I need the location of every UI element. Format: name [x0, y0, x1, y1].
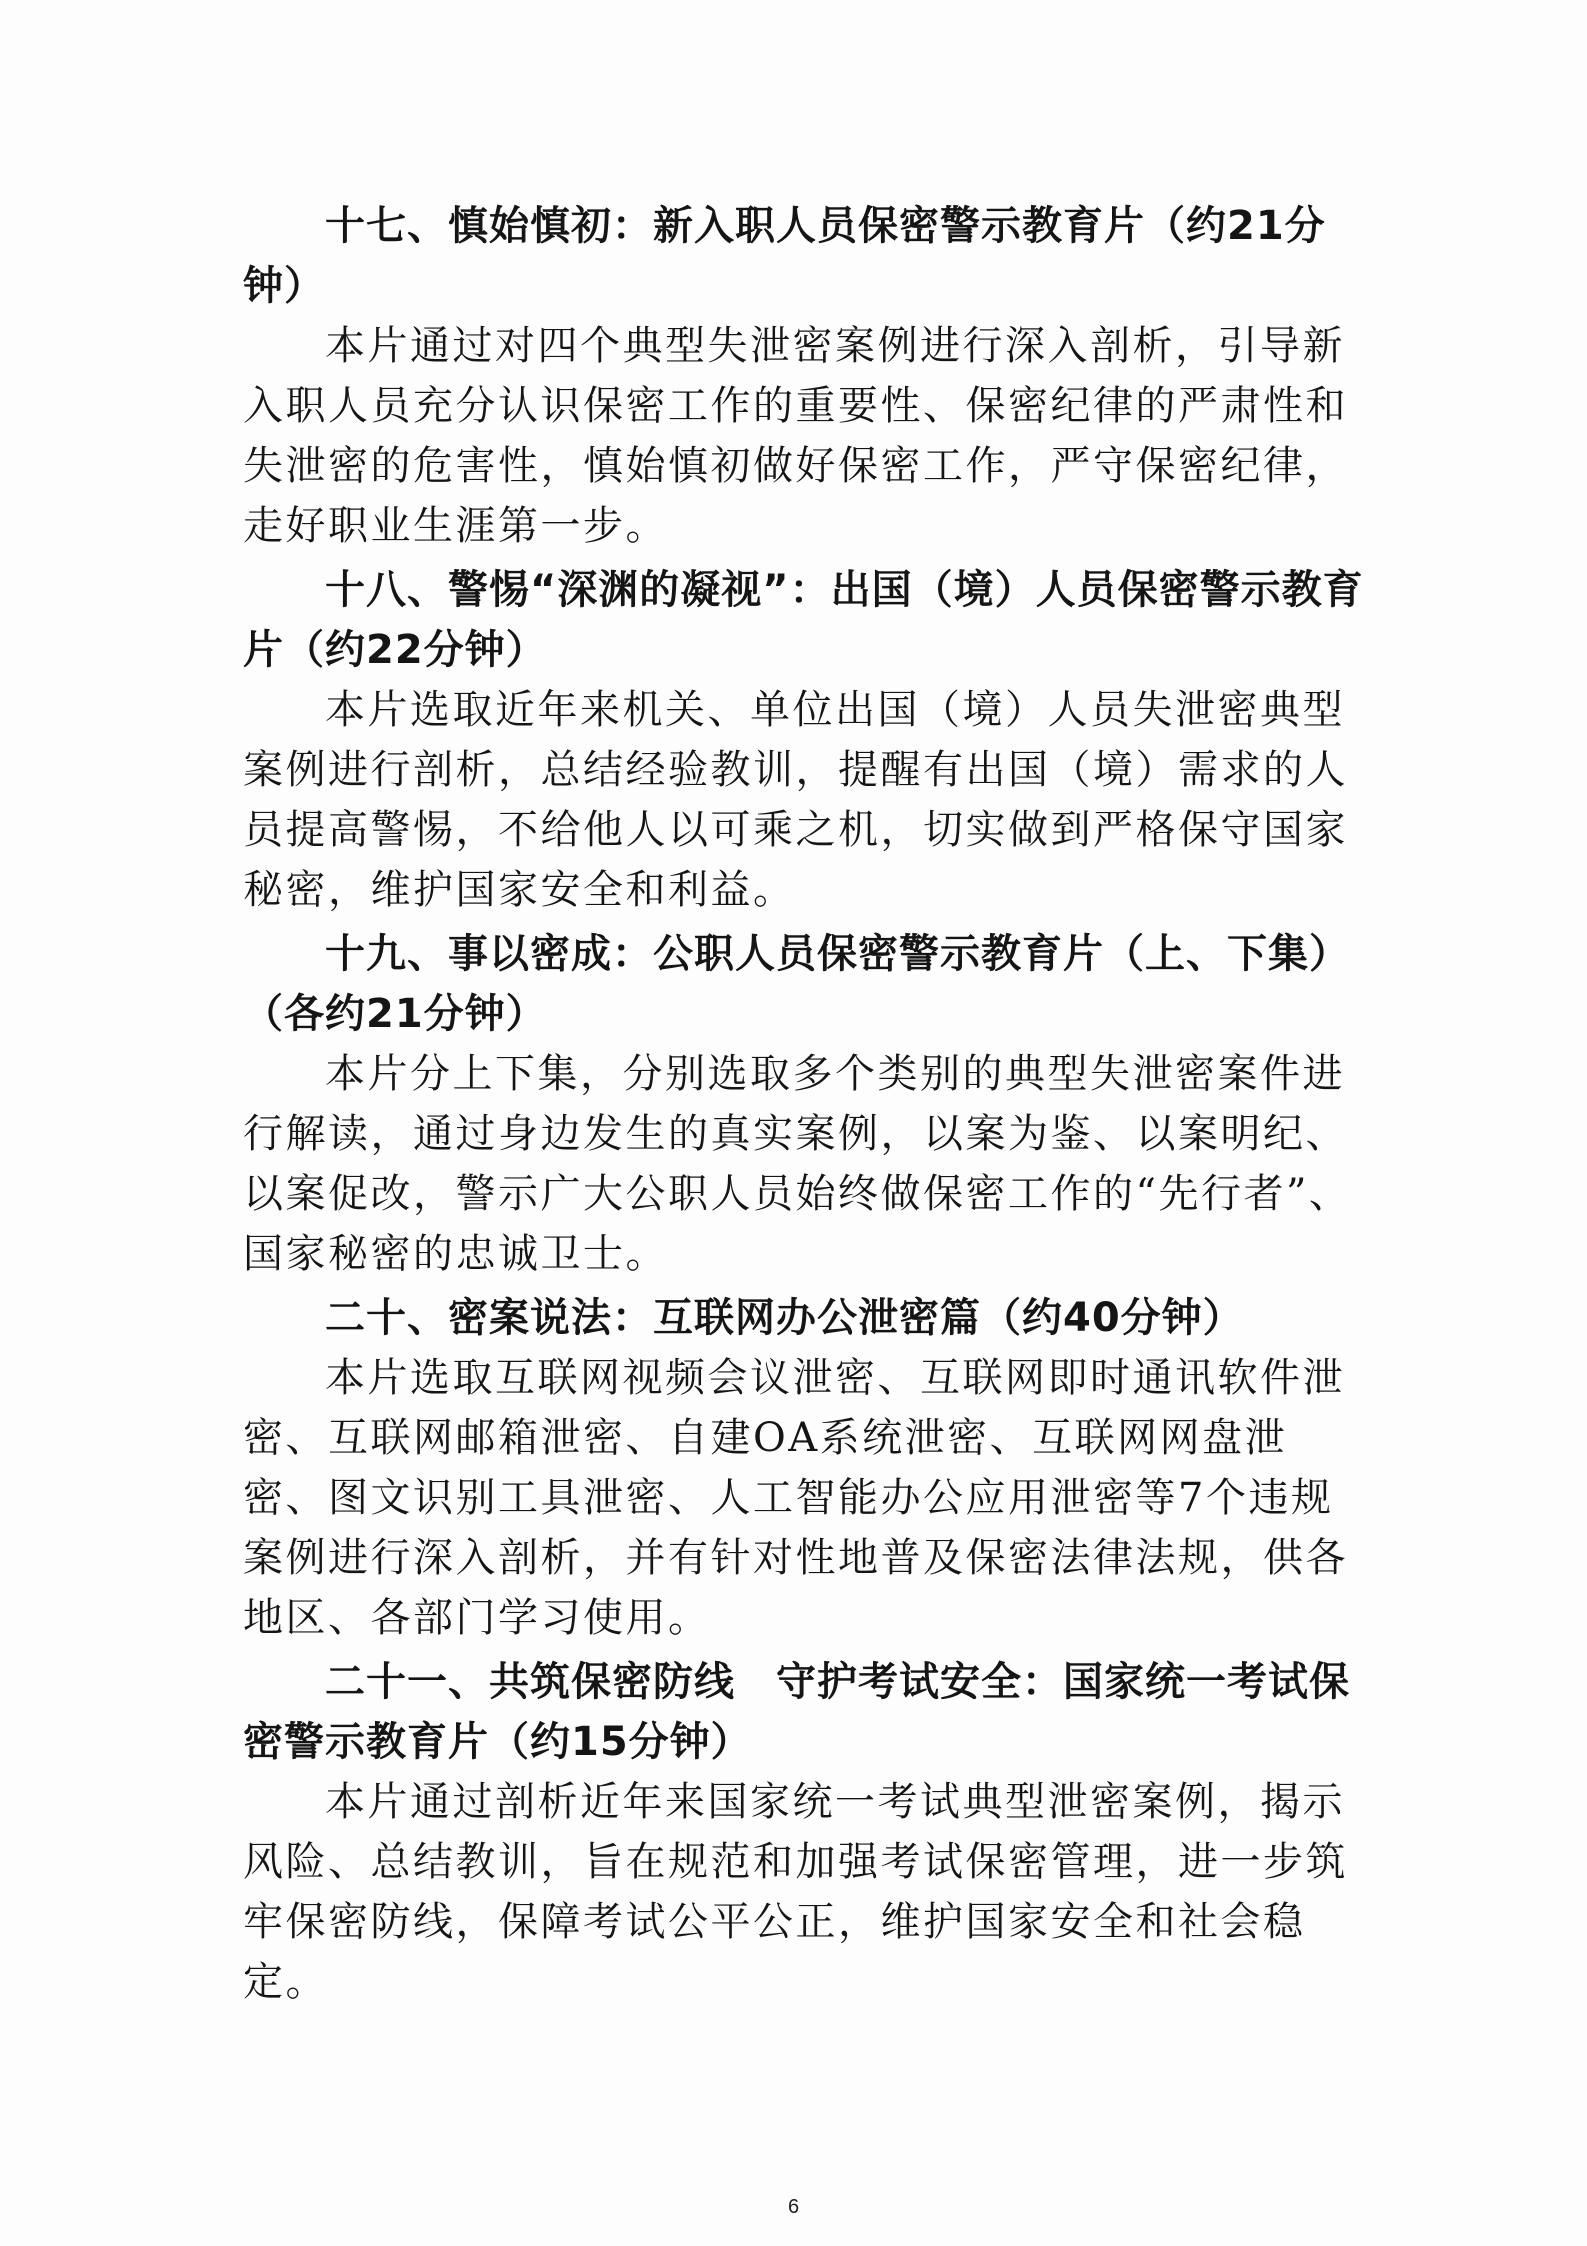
section-19 — [243, 924, 1368, 1284]
page-number: 6 — [787, 2196, 800, 2218]
document-body — [243, 196, 1368, 2016]
section-17 — [243, 196, 1368, 556]
section-20 — [243, 1288, 1368, 1648]
section-paragraph: 本片通过对四个典型失泄密案例进行深入剖析，引导新入职人员充分认识保密工作的重要性、保密纪律的严肃性和失泄密的危害性，慎始慎初做好保密工作，严守保密纪律，走好职业生涯第一步。 — [243, 323, 1348, 549]
section-heading: 十九、事以密成：公职人员保密警示教育片（上、下集）（各约21分钟） — [243, 931, 1350, 1037]
section-paragraph: 本片分上下集，分别选取多个类别的典型失泄密案件进行解读，通过身边发生的真实案例，以案为鉴、以案明纪、以案促改，警示广大公职人员始终做保密工作的“先行者”、国家秘密的忠诚卫士。 — [243, 1051, 1352, 1277]
section-heading: 十七、慎始慎初：新入职人员保密警示教育片（约21分钟） — [243, 203, 1326, 309]
section-21 — [243, 1652, 1368, 2012]
section-paragraph: 本片通过剖析近年来国家统一考试典型泄密案例，揭示风险、总结教训，旨在规范和加强考试保密管理，进一步筑牢保密防线，保障考试公平公正，维护国家安全和社会稳定。 — [243, 1779, 1348, 2005]
section-heading: 二十、密案说法：互联网办公泄密篇（约40分钟） — [325, 1295, 1244, 1341]
section-heading: 十八、警惕“深渊的凝视”：出国（境）人员保密警示教育片（约22分钟） — [243, 567, 1364, 673]
section-18 — [243, 560, 1368, 920]
section-paragraph: 本片选取互联网视频会议泄密、互联网即时通讯软件泄密、互联网邮箱泄密、自建OA系统泄密、互联网网盘泄密、图文识别工具泄密、人工智能办公应用泄密等7个违规案例进行深入剖析，并有针对性地普及保密法律法规，供各地区、各部门学习使用。 — [243, 1355, 1348, 1641]
section-paragraph: 本片选取近年来机关、单位出国（境）人员失泄密典型案例进行剖析，总结经验教训，提醒有出国（境）需求的人员提高警惕，不给他人以可乘之机，切实做到严格保守国家秘密，维护国家安全和利益。 — [243, 687, 1348, 913]
section-heading: 二十一、共筑保密防线 守护考试安全：国家统一考试保密警示教育片（约15分钟） — [243, 1659, 1350, 1765]
